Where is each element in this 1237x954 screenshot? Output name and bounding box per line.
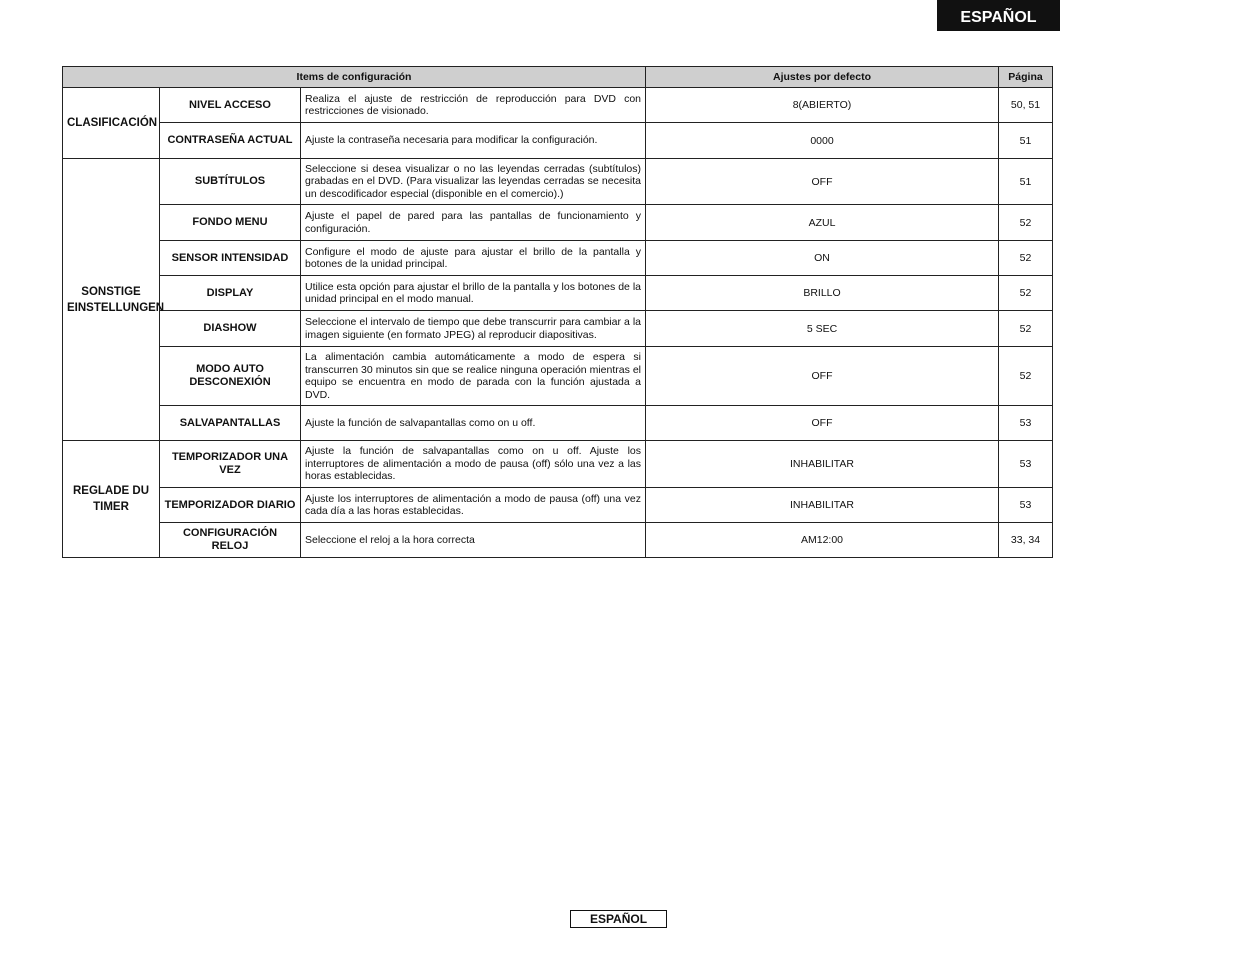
item-description: Ajuste la contraseña necesaria para modificar la configuración. [301, 123, 646, 159]
default-value: AM12:00 [646, 523, 999, 558]
item-description: Ajuste la función de salvapantallas como on u off. [301, 406, 646, 441]
default-value: OFF [646, 159, 999, 205]
item-name: MODO AUTO DESCONEXIÓN [160, 347, 301, 406]
page-ref: 51 [999, 159, 1053, 205]
table-row [63, 123, 1053, 159]
group-label: SONSTIGE EINSTELLUNGEN [63, 159, 160, 441]
page-ref: 52 [999, 241, 1053, 276]
default-value: ON [646, 241, 999, 276]
page-ref: 53 [999, 488, 1053, 523]
table-row [63, 523, 1053, 558]
table-row [63, 347, 1053, 406]
item-name: DIASHOW [160, 311, 301, 347]
page-ref: 53 [999, 406, 1053, 441]
item-name: SENSOR INTENSIDAD [160, 241, 301, 276]
table-row [63, 88, 1053, 123]
header-defaults: Ajustes por defecto [646, 67, 999, 88]
item-name: TEMPORIZADOR UNA VEZ [160, 441, 301, 488]
table-header [63, 67, 1053, 88]
item-description: La alimentación cambia automáticamente a modo de espera si transcurren 30 minutos sin que se realice ninguna operación mientras el equipo se encuentra en modo de parada con la función ajustada a DVD. [301, 347, 646, 406]
header-items: Items de configuración [63, 67, 646, 88]
footer-language-label: ESPAÑOL [570, 910, 667, 928]
table-row [63, 276, 1053, 311]
item-name: CONFIGURACIÓN RELOJ [160, 523, 301, 558]
item-description: Utilice esta opción para ajustar el brillo de la pantalla y los botones de la unidad principal en el modo manual. [301, 276, 646, 311]
configuration-table [62, 66, 1053, 558]
item-description: Seleccione el intervalo de tiempo que debe transcurrir para cambiar a la imagen siguiente (en formato JPEG) al reproducir diapositivas. [301, 311, 646, 347]
item-name: TEMPORIZADOR DIARIO [160, 488, 301, 523]
default-value: INHABILITAR [646, 441, 999, 488]
default-value: OFF [646, 406, 999, 441]
default-value: 0000 [646, 123, 999, 159]
page-ref: 52 [999, 311, 1053, 347]
table-row [63, 159, 1053, 205]
item-description: Ajuste el papel de pared para las pantallas de funcionamiento y configuración. [301, 205, 646, 241]
language-tab: ESPAÑOL [937, 0, 1060, 31]
item-name: FONDO MENU [160, 205, 301, 241]
table-row [63, 488, 1053, 523]
item-description: Realiza el ajuste de restricción de reproducción para DVD con restricciones de visionado. [301, 88, 646, 123]
default-value: INHABILITAR [646, 488, 999, 523]
item-description: Configure el modo de ajuste para ajustar el brillo de la pantalla y botones de la unidad principal. [301, 241, 646, 276]
item-name: SALVAPANTALLAS [160, 406, 301, 441]
item-description: Ajuste la función de salvapantallas como on u off. Ajuste los interruptores de alimentación a modo de pausa (off) sólo una vez a las horas establecidas. [301, 441, 646, 488]
page-ref: 51 [999, 123, 1053, 159]
table-row [63, 406, 1053, 441]
default-value: AZUL [646, 205, 999, 241]
page-ref: 52 [999, 276, 1053, 311]
group-label: CLASIFICACIÓN [63, 88, 160, 159]
table-row [63, 441, 1053, 488]
default-value: BRILLO [646, 276, 999, 311]
page-ref: 52 [999, 347, 1053, 406]
table-row [63, 311, 1053, 347]
default-value: 5 SEC [646, 311, 999, 347]
default-value: OFF [646, 347, 999, 406]
item-description: Seleccione el reloj a la hora correcta [301, 523, 646, 558]
table-row [63, 241, 1053, 276]
header-page: Página [999, 67, 1053, 88]
item-name: SUBTÍTULOS [160, 159, 301, 205]
page-ref: 50, 51 [999, 88, 1053, 123]
page-ref: 33, 34 [999, 523, 1053, 558]
table-row [63, 205, 1053, 241]
item-name: CONTRASEÑA ACTUAL [160, 123, 301, 159]
default-value: 8(ABIERTO) [646, 88, 999, 123]
page-ref: 53 [999, 441, 1053, 488]
item-description: Seleccione si desea visualizar o no las leyendas cerradas (subtítulos) grabadas en el DVD. (Para visualizar las leyendas cerradas se necesita un descodificador especial (disponible en el comercio).) [301, 159, 646, 205]
group-label: REGLADE DU TIMER [63, 441, 160, 558]
item-name: NIVEL ACCESO [160, 88, 301, 123]
page-ref: 52 [999, 205, 1053, 241]
item-description: Ajuste los interruptores de alimentación a modo de pausa (off) una vez cada día a las horas establecidas. [301, 488, 646, 523]
item-name: DISPLAY [160, 276, 301, 311]
